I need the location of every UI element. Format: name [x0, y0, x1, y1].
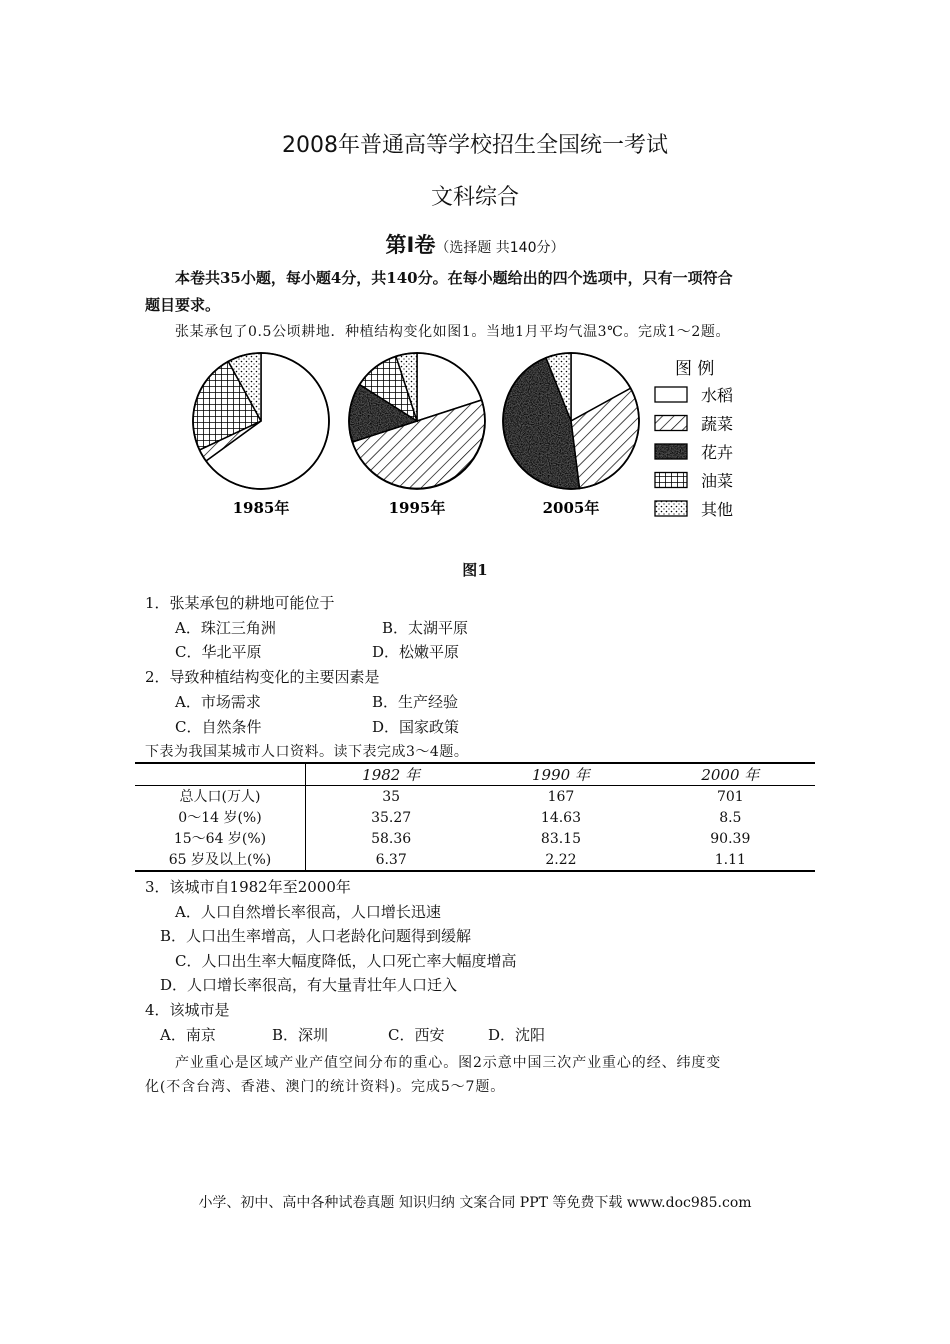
q57-intro-line1: 产业重心是区域产业产值空间分布的重心。图2示意中国三次产业重心的经、纬度变: [175, 1055, 722, 1071]
q2-option-c: C．自然条件: [175, 718, 262, 736]
table-cell: 2.22: [476, 849, 645, 871]
q57-intro-line2: 化(不含台湾、香港、澳门的统计资料)。完成5～7题。: [145, 1079, 506, 1095]
table-cell: 6.37: [306, 849, 477, 871]
q4-option-b: B．深圳: [272, 1026, 329, 1044]
q1-stem: 1．张某承包的耕地可能位于: [145, 594, 335, 612]
footer-text: 小学、初中、高中各种试卷真题 知识归纳 文案合同 PPT 等免费下载 www.doc985.com: [198, 1195, 752, 1211]
part-note: （选择题 共140分）: [435, 240, 565, 256]
pie-year-label: 1995年: [388, 499, 446, 517]
year-1982: 1982 年: [306, 763, 477, 786]
pie-year-label: 1985年: [232, 499, 290, 517]
table-cell: 58.36: [371, 830, 412, 847]
legend-title: 图 例: [675, 359, 715, 379]
q3-option-a: A．人口自然增长率很高，人口增长迅速: [175, 903, 441, 921]
q2-option-a: A．市场需求: [175, 693, 261, 711]
legend-label: 水稻: [701, 386, 734, 405]
exam-title: 2008年普通高等学校招生全国统一考试: [282, 133, 668, 158]
table-header-row: [135, 763, 815, 786]
instructions-line1: 本卷共35小题，每小题4分，共140分。在每小题给出的四个选项中，只有一项符合: [175, 269, 733, 287]
pie-year-label: 2005年: [542, 499, 600, 517]
table-row: [135, 807, 815, 828]
q2-option-d: D．国家政策: [372, 718, 460, 736]
q1-option-c: C．华北平原: [175, 643, 262, 661]
figure1-legend: [655, 359, 733, 519]
instructions-line2: 题目要求。: [145, 296, 221, 314]
table-intro: 下表为我国某城市人口资料。读下表完成3～4题。: [145, 744, 469, 760]
q3-option-b: B．人口出生率增高，人口老龄化问题得到缓解: [160, 927, 472, 945]
q2-option-b: B．生产经验: [372, 693, 459, 711]
pie-2: [349, 353, 485, 517]
table-corner: [135, 763, 306, 786]
pie-3: [503, 353, 639, 517]
legend-label: 蔬菜: [701, 414, 734, 434]
q2-stem: 2．导致种植结构变化的主要因素是: [145, 668, 380, 686]
year-1990: 1990 年: [476, 763, 645, 786]
table-cell: 83.15: [540, 830, 582, 847]
table-cell: 1.11: [646, 849, 815, 871]
q1-option-a: A．珠江三角洲: [175, 619, 276, 637]
exam-subtitle: 文科综合: [430, 185, 519, 210]
q4-option-a: A．南京: [160, 1026, 216, 1044]
legend-swatch-noise: [655, 444, 687, 459]
table-row: [135, 828, 815, 849]
figure1-pies: [185, 350, 765, 525]
row-label: 0～14 岁(%): [135, 807, 306, 828]
part-heading: [0, 229, 950, 259]
table-cell: 35.27: [371, 809, 412, 826]
table-cell: 167: [547, 788, 575, 805]
table-cell: 8.5: [719, 809, 742, 826]
pie-1: [193, 353, 329, 517]
legend-label: 油菜: [701, 471, 734, 491]
q1-option-d: D．松嫩平原: [372, 643, 460, 661]
legend-label: 花卉: [701, 443, 734, 462]
q4-option-d: D．沈阳: [488, 1026, 546, 1044]
q3-option-d: D．人口增长率很高，有大量青壮年人口迁入: [160, 976, 458, 994]
q3-option-c: C．人口出生率大幅度降低，人口死亡率大幅度增高: [175, 952, 517, 970]
row-label: 65 岁及以上(%): [135, 849, 306, 871]
legend-swatch-blank: [655, 387, 687, 402]
legend-swatch-dots: [655, 501, 687, 516]
table-cell: 701: [716, 788, 744, 805]
row-label: 总人口(万人): [135, 786, 306, 808]
q1-option-b: B．太湖平原: [382, 619, 469, 637]
row-label: 15～64 岁(%): [135, 828, 306, 849]
table-row: [135, 849, 815, 871]
year-2000: 2000 年: [646, 763, 815, 786]
q4-stem: 4．该城市是: [145, 1001, 230, 1019]
table-row: [135, 786, 815, 808]
table-cell: 14.63: [540, 809, 582, 826]
part-title: 第Ⅰ卷: [385, 233, 436, 257]
population-table: [135, 762, 815, 872]
legend-label: 其他: [701, 500, 734, 519]
table-cell: 35: [382, 788, 401, 805]
q4-option-c: C．西安: [388, 1026, 445, 1044]
table-cell: 90.39: [710, 830, 751, 847]
figure1-caption: 图1: [462, 561, 488, 579]
q3-stem: 3．该城市自1982年至2000年: [145, 878, 351, 896]
q12-intro: 张某承包了0.5公顷耕地．种植结构变化如图1。当地1月平均气温3℃。完成1～2题。: [175, 324, 731, 340]
legend-swatch-hatch: [655, 416, 687, 431]
legend-swatch-grid: [655, 473, 687, 488]
